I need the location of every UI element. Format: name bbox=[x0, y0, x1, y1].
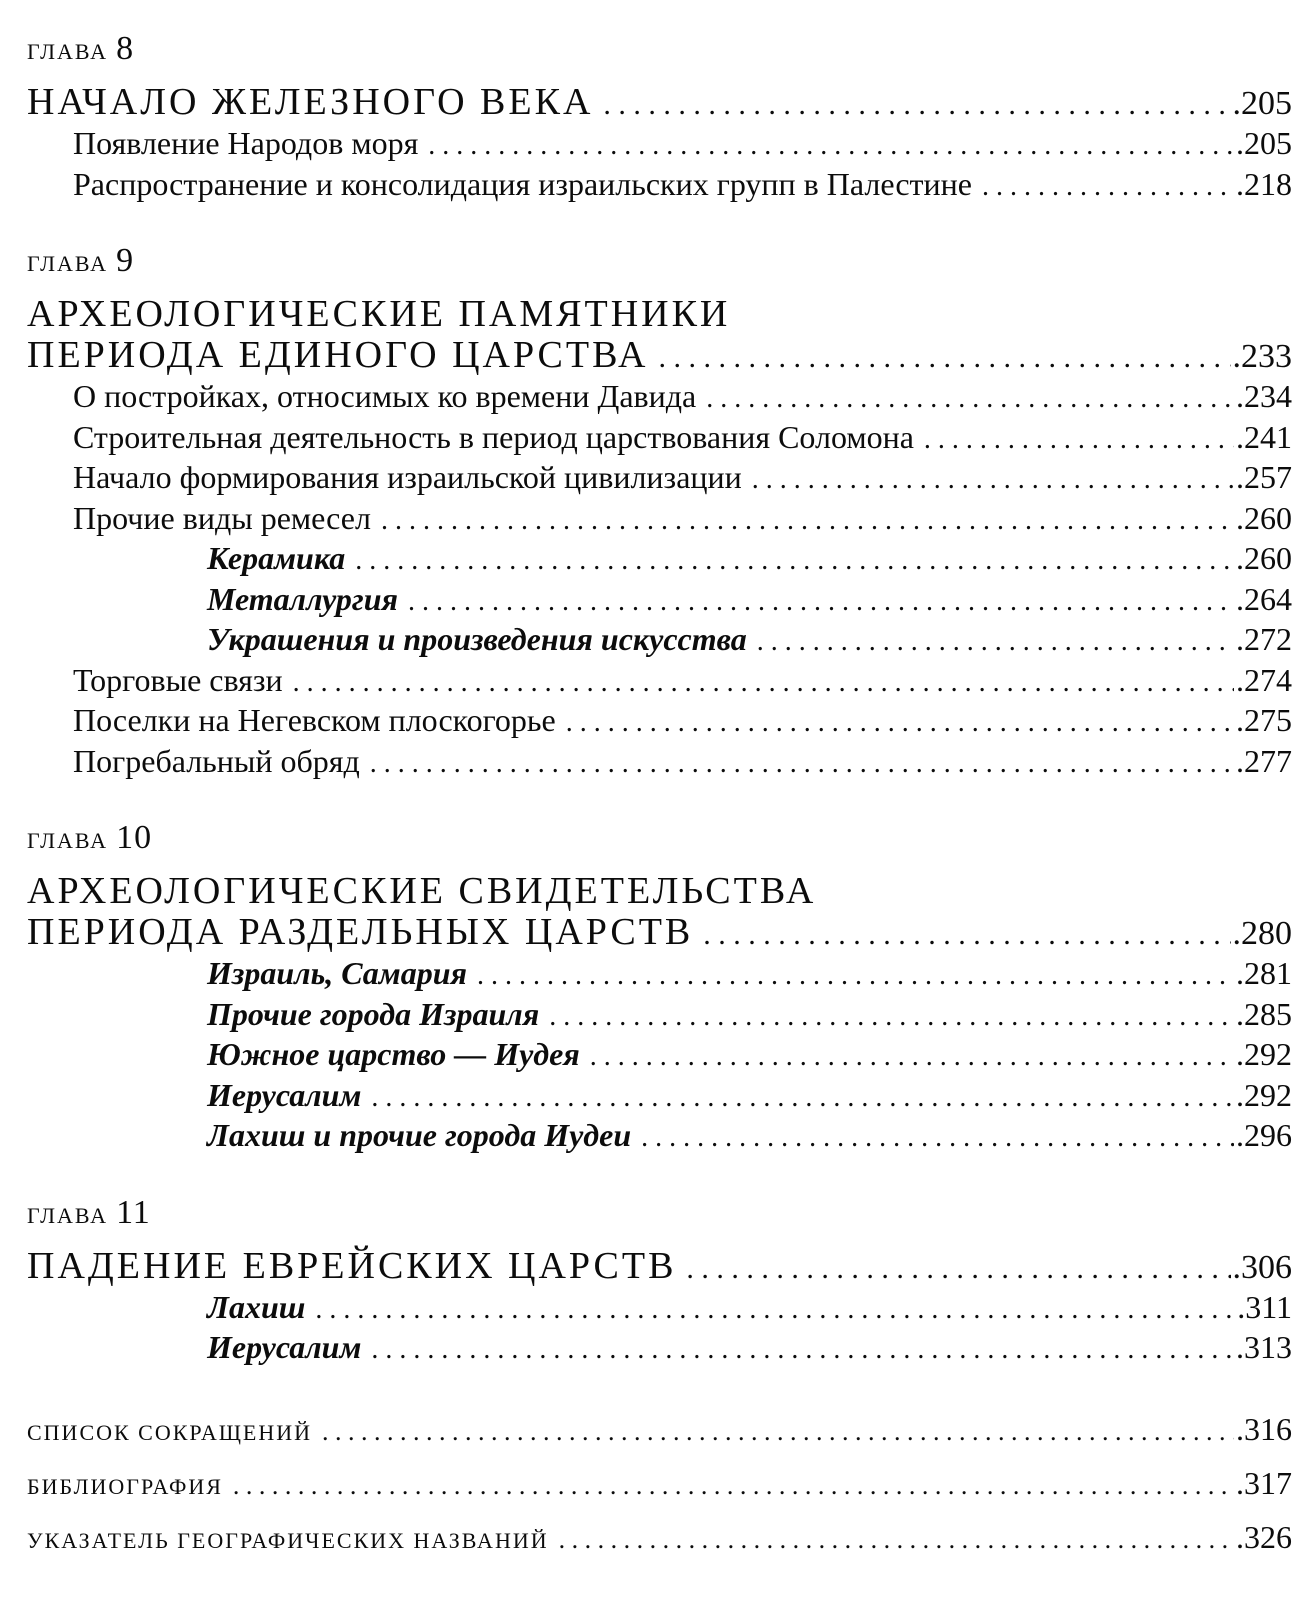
entry-title: Южное царство — Иудея bbox=[207, 1036, 580, 1072]
toc-entry[interactable] bbox=[27, 498, 1292, 539]
entry-title: О постройках, относимых ко времени Давида bbox=[73, 378, 697, 414]
toc-entry[interactable] bbox=[27, 700, 1292, 741]
entry-title: Иерусалим bbox=[207, 1076, 362, 1113]
chapter-title: ПЕРИОДА ЕДИНОГО ЦАРСТВА bbox=[27, 334, 649, 376]
entry-title: Прочие города Израиля bbox=[207, 995, 540, 1032]
page-number: .274 bbox=[1236, 661, 1292, 698]
toc-back-entry[interactable] bbox=[27, 1456, 1292, 1510]
chapter-label bbox=[27, 32, 1292, 78]
spacer bbox=[27, 1156, 1292, 1196]
chapter-11 bbox=[27, 1193, 1292, 1368]
toc-entry[interactable] bbox=[27, 376, 1292, 417]
page-number: .205 bbox=[1232, 85, 1292, 122]
chapter-title: НАЧАЛО ЖЕЛЕЗНОГО ВЕКА bbox=[27, 81, 594, 123]
page-number: .296 bbox=[1236, 1117, 1292, 1153]
chapter-title-row[interactable] bbox=[27, 1246, 1292, 1287]
toc-back-entry[interactable] bbox=[27, 1510, 1292, 1564]
page-number: .316 bbox=[1236, 1410, 1292, 1447]
toc-entry[interactable] bbox=[27, 457, 1292, 498]
spacer bbox=[27, 204, 1292, 244]
page-number: .292 bbox=[1236, 1076, 1292, 1113]
toc-entry[interactable] bbox=[27, 164, 1292, 205]
page-number: .218 bbox=[1236, 165, 1292, 202]
page-number: .285 bbox=[1236, 995, 1292, 1032]
page-number: .264 bbox=[1236, 580, 1292, 617]
dot-leader bbox=[566, 703, 1234, 744]
entry-title: СПИСОК СОКРАЩЕНИЙ bbox=[27, 1419, 313, 1445]
page-number: .277 bbox=[1236, 742, 1292, 779]
page-number: .260 bbox=[1236, 499, 1292, 536]
toc-entry[interactable] bbox=[27, 660, 1292, 701]
entry-title: УКАЗАТЕЛЬ ГЕОГРАФИЧЕСКИХ НАЗВАНИЙ bbox=[27, 1527, 549, 1553]
entry-title: Украшения и произведения искусства bbox=[207, 621, 747, 657]
entry-title: Лахиш и прочие города Иудеи bbox=[207, 1117, 632, 1153]
dot-leader bbox=[752, 460, 1234, 501]
entry-title: БИБЛИОГРАФИЯ bbox=[27, 1473, 223, 1499]
chapter-word: ГЛАВА bbox=[27, 1202, 109, 1228]
entry-title: Израиль, Самария bbox=[207, 955, 467, 991]
chapter-number: 8 bbox=[116, 30, 135, 67]
dot-leader bbox=[371, 1078, 1234, 1119]
dot-leader bbox=[703, 914, 1230, 955]
dot-leader bbox=[559, 1513, 1234, 1567]
toc-subentry[interactable] bbox=[27, 994, 1292, 1035]
entry-title: Распространение и консолидация израильских групп в Палестине bbox=[73, 165, 972, 202]
chapter-label bbox=[27, 1193, 1292, 1242]
dot-leader bbox=[641, 1118, 1234, 1159]
dot-leader bbox=[603, 84, 1230, 125]
entry-title: Начало формирования израильской цивилизации bbox=[73, 459, 742, 495]
entry-title: Погребальный обряд bbox=[73, 742, 360, 779]
entry-title: Лахиш bbox=[207, 1288, 306, 1325]
toc-back-entry[interactable] bbox=[27, 1402, 1292, 1456]
chapter-title-row[interactable] bbox=[27, 912, 1292, 953]
dot-leader bbox=[428, 126, 1234, 167]
dot-leader bbox=[549, 997, 1234, 1038]
chapter-title-row[interactable] bbox=[27, 82, 1292, 123]
chapter-label bbox=[27, 244, 1292, 290]
dot-leader bbox=[233, 1459, 1234, 1513]
chapter-8 bbox=[27, 32, 1292, 204]
chapter-label bbox=[27, 821, 1292, 867]
page-number: .280 bbox=[1232, 915, 1292, 952]
entry-title: Керамика bbox=[207, 540, 346, 576]
dot-leader bbox=[355, 541, 1234, 582]
page-number: .205 bbox=[1236, 125, 1292, 161]
dot-leader bbox=[757, 622, 1234, 663]
chapter-title-line: АРХЕОЛОГИЧЕСКИЕ ПАМЯТНИКИ bbox=[27, 293, 731, 335]
back-matter bbox=[27, 1402, 1292, 1564]
chapter-word: ГЛАВА bbox=[27, 39, 109, 64]
toc-subentry[interactable] bbox=[27, 1034, 1292, 1075]
entry-title: Появление Народов моря bbox=[73, 125, 419, 161]
chapter-number: 10 bbox=[116, 819, 153, 856]
page-number: .311 bbox=[1237, 1288, 1292, 1325]
dot-leader bbox=[315, 1290, 1235, 1331]
toc-subentry[interactable] bbox=[27, 1327, 1292, 1368]
chapter-word: ГЛАВА bbox=[27, 828, 109, 853]
dot-leader bbox=[477, 956, 1234, 997]
entry-title: Строительная деятельность в период царствования Соломона bbox=[73, 418, 914, 455]
toc-subentry[interactable] bbox=[27, 619, 1292, 660]
dot-leader bbox=[381, 501, 1234, 542]
page-number: .326 bbox=[1236, 1518, 1292, 1555]
toc-subentry[interactable] bbox=[27, 579, 1292, 620]
entry-title: Иерусалим bbox=[207, 1329, 362, 1365]
chapter-10 bbox=[27, 821, 1292, 1156]
toc-subentry[interactable] bbox=[27, 1287, 1292, 1328]
entry-title: Металлургия bbox=[207, 580, 398, 617]
entry-title: Прочие виды ремесел bbox=[73, 499, 371, 536]
chapter-number: 9 bbox=[116, 242, 135, 279]
chapter-word: ГЛАВА bbox=[27, 251, 109, 276]
page-number: .317 bbox=[1236, 1464, 1292, 1501]
entry-title: Торговые связи bbox=[73, 661, 283, 698]
dot-leader bbox=[590, 1037, 1234, 1078]
page-number: .260 bbox=[1236, 540, 1292, 576]
page-number: .281 bbox=[1236, 955, 1292, 991]
dot-leader bbox=[371, 1330, 1234, 1371]
toc-entry[interactable] bbox=[27, 741, 1292, 782]
spacer bbox=[27, 781, 1292, 821]
entry-title: Поселки на Негевском плоскогорье bbox=[73, 702, 556, 738]
dot-leader bbox=[322, 1405, 1234, 1459]
dot-leader bbox=[293, 663, 1234, 704]
page-number: .275 bbox=[1236, 702, 1292, 738]
dot-leader bbox=[370, 744, 1234, 785]
page-number: .233 bbox=[1232, 338, 1292, 375]
toc-subentry[interactable] bbox=[27, 953, 1292, 994]
chapter-title-row[interactable] bbox=[27, 335, 1292, 376]
page-number: .292 bbox=[1236, 1036, 1292, 1072]
dot-leader bbox=[408, 582, 1234, 623]
page-number: .313 bbox=[1236, 1329, 1292, 1365]
chapter-title-line: АРХЕОЛОГИЧЕСКИЕ СВИДЕТЕЛЬСТВА bbox=[27, 870, 817, 912]
toc-subentry[interactable] bbox=[27, 1075, 1292, 1116]
chapter-title: ПАДЕНИЕ ЕВРЕЙСКИХ ЦАРСТВ bbox=[27, 1244, 677, 1287]
toc-entry[interactable] bbox=[27, 123, 1292, 164]
chapter-title: ПЕРИОДА РАЗДЕЛЬНЫХ ЦАРСТВ bbox=[27, 911, 694, 953]
toc-subentry[interactable] bbox=[27, 1115, 1292, 1156]
toc-entry[interactable] bbox=[27, 417, 1292, 458]
chapter-number: 11 bbox=[116, 1193, 151, 1231]
dot-leader bbox=[659, 337, 1231, 378]
page-number: .241 bbox=[1236, 418, 1292, 455]
dot-leader bbox=[686, 1248, 1230, 1289]
spacer bbox=[27, 1368, 1292, 1402]
toc-subentry[interactable] bbox=[27, 538, 1292, 579]
dot-leader bbox=[982, 167, 1234, 208]
page-number: .234 bbox=[1236, 378, 1292, 414]
page-number: .257 bbox=[1236, 459, 1292, 495]
dot-leader bbox=[924, 420, 1234, 461]
chapter-9 bbox=[27, 244, 1292, 781]
page-number: .306 bbox=[1232, 1248, 1292, 1286]
dot-leader bbox=[706, 379, 1234, 420]
page-number: .272 bbox=[1236, 621, 1292, 657]
